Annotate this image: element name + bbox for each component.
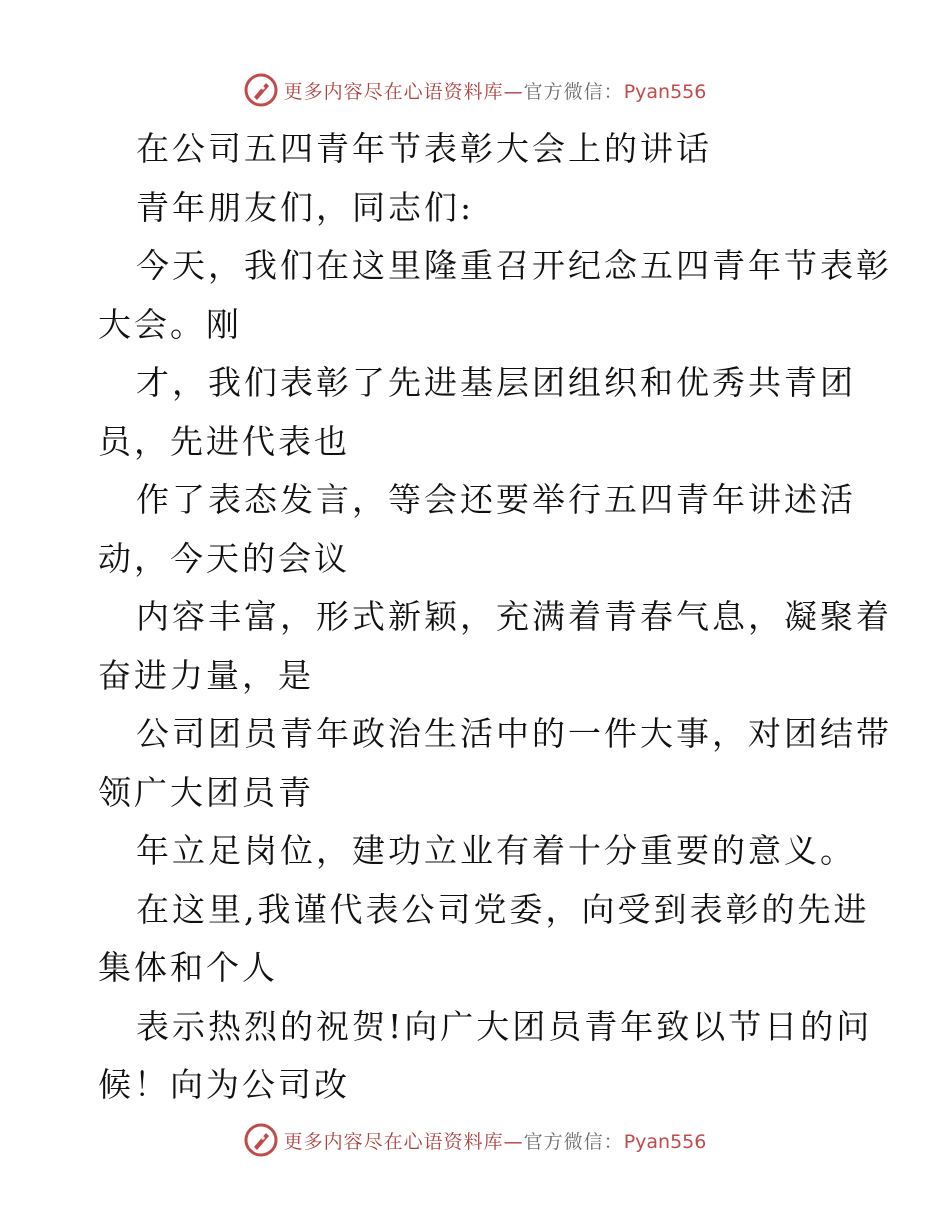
paragraph-line: 奋进力量，是 <box>98 655 314 695</box>
header-banner-text <box>284 77 707 104</box>
paragraph-line: 今天，我们在这里隆重召开纪念五四青年节表彰 <box>136 246 892 285</box>
paragraph-line: 员，先进代表也 <box>98 421 350 461</box>
banner-slogan: 更多内容尽在心语资料库 <box>283 80 504 103</box>
header-banner <box>0 70 950 110</box>
paragraph-line: 动，今天的会议 <box>98 538 350 578</box>
paragraph-line: 在这里,我谨代表公司党委，向受到表彰的先进 <box>136 889 870 929</box>
banner-wechat-label: 官方微信： <box>523 1130 624 1153</box>
paragraph-line: 作了表态发言，等会还要举行五四青年讲述活 <box>136 480 856 519</box>
banner-slogan: 更多内容尽在心语资料库 <box>283 1130 504 1153</box>
paragraph-line: 集体和个人 <box>98 948 278 987</box>
banner-separator: — <box>503 80 524 103</box>
pen-nib-logo-icon <box>244 1123 278 1157</box>
paragraph-line: 大会。刚 <box>98 304 242 344</box>
banner-separator: — <box>503 1130 524 1153</box>
banner-wechat-id: Pyan556 <box>623 80 707 103</box>
paragraph-line: 青年朋友们，同志们: <box>136 187 475 227</box>
header-banner-inner <box>244 73 707 107</box>
paragraph-line: 候！向为公司改 <box>98 1065 350 1104</box>
document-body <box>98 120 892 1115</box>
footer-banner <box>0 1120 950 1160</box>
paragraph-line: 内容丰富，形式新颖，充满着青春气息，凝聚着 <box>136 597 892 636</box>
paragraph-line: 领广大团员青 <box>98 772 314 812</box>
banner-wechat-label: 官方微信： <box>523 80 624 103</box>
banner-wechat-id: Pyan556 <box>623 1130 707 1153</box>
paragraph-line: 公司团员青年政治生活中的一件大事，对团结带 <box>136 714 892 753</box>
paragraph-line: 年立足岗位，建功立业有着十分重要的意义。 <box>136 831 856 870</box>
paragraph-line: 表示热烈的祝贺!向广大团员青年致以节日的问 <box>136 1006 873 1046</box>
footer-banner-text <box>284 1127 707 1154</box>
document-title: 在公司五四青年节表彰大会上的讲话 <box>136 129 712 168</box>
pen-nib-logo-icon <box>244 73 278 107</box>
paragraph-line: 才，我们表彰了先进基层团组织和优秀共青团 <box>136 363 856 402</box>
footer-banner-inner <box>244 1123 707 1157</box>
